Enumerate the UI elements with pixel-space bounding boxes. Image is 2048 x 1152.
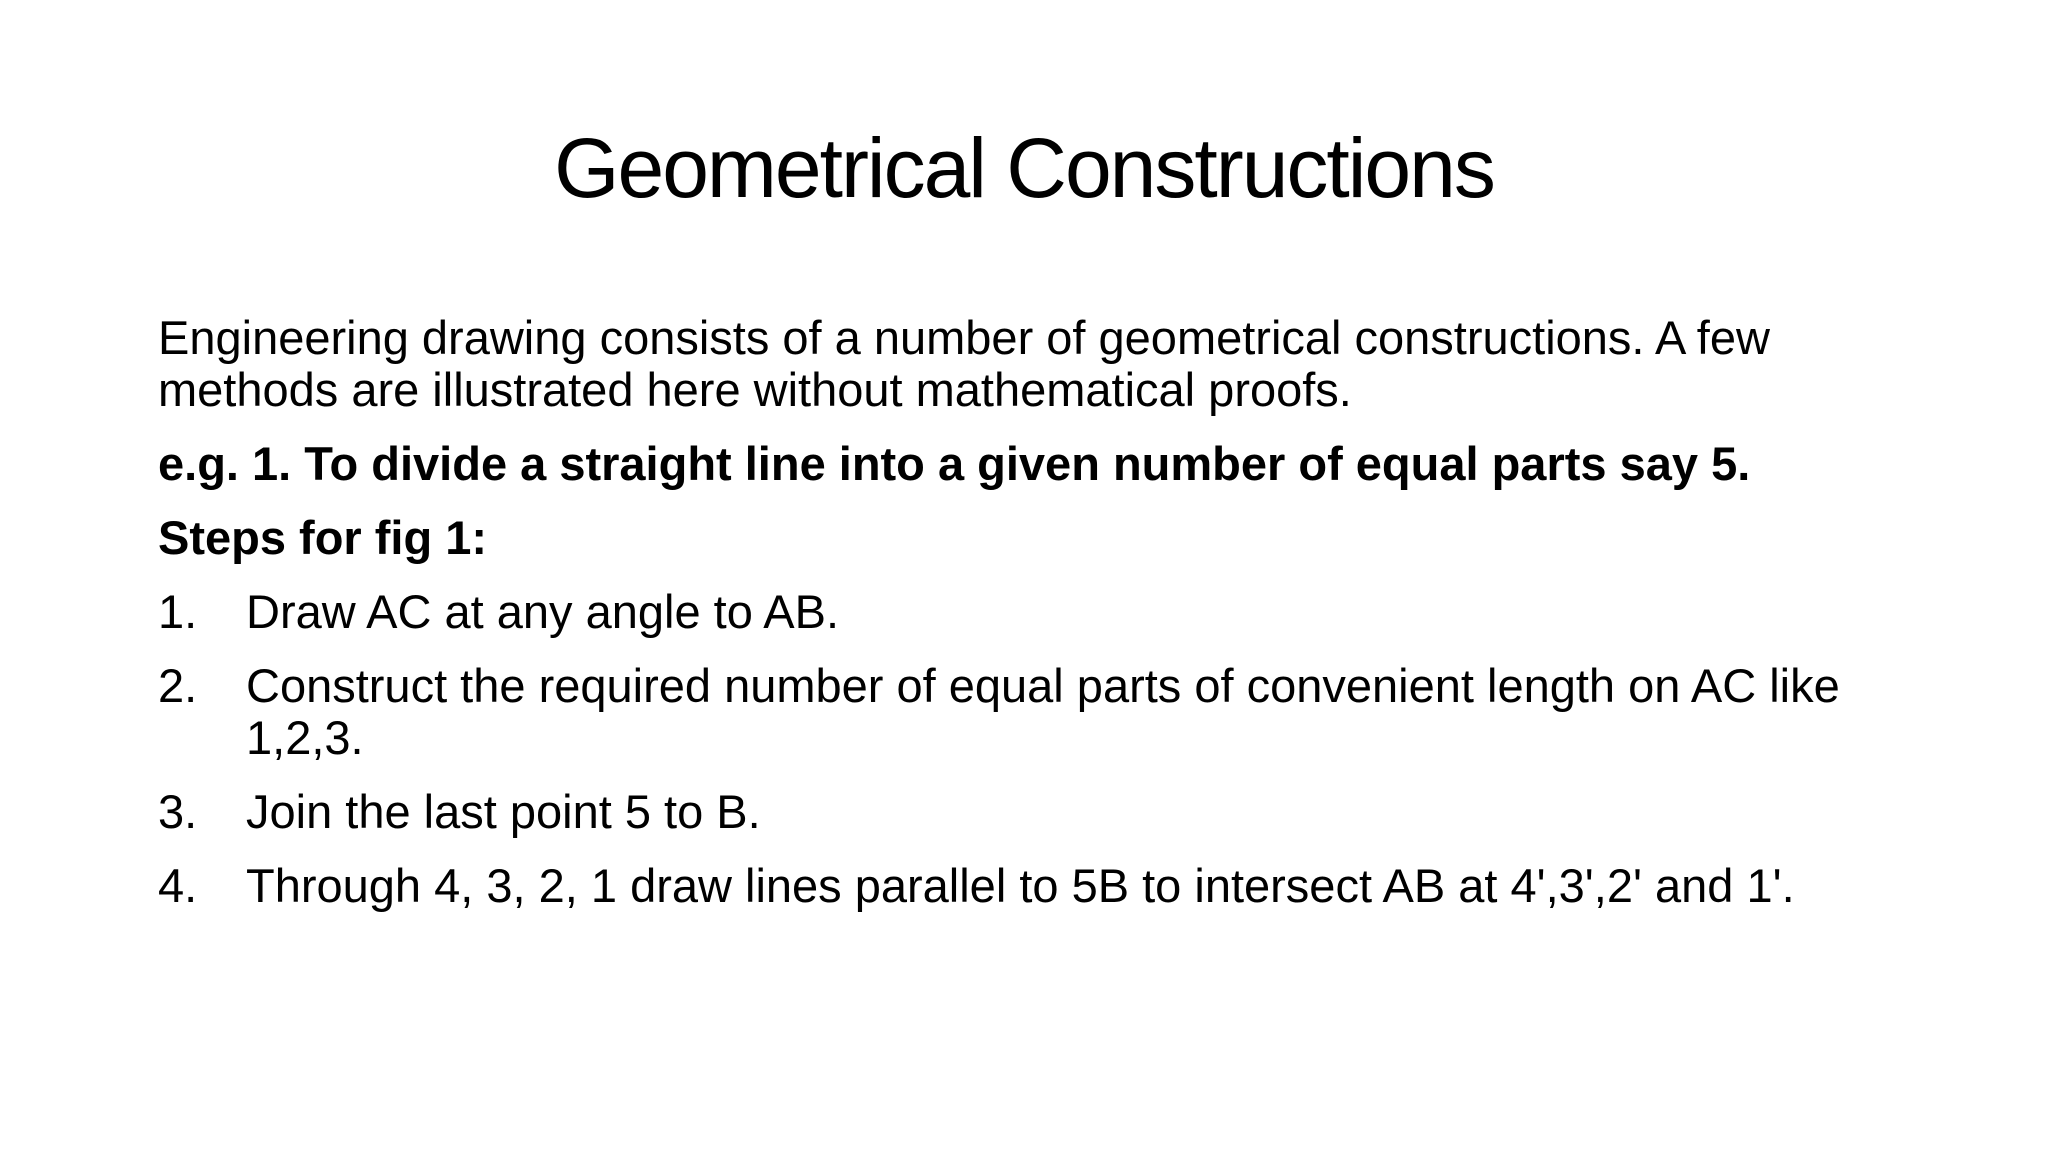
step-item xyxy=(158,660,1918,764)
step-item xyxy=(158,860,1918,912)
slide-title: Geometrical Constructions xyxy=(554,121,1494,215)
step-item xyxy=(158,586,1918,638)
step-text: Construct the required number of equal parts of convenient length on AC like 1,2,3. xyxy=(246,659,1840,764)
step-text: Through 4, 3, 2, 1 draw lines parallel to 5B to intersect AB at 4',3',2' and 1'. xyxy=(246,859,1795,912)
step-text: Draw AC at any angle to AB. xyxy=(246,585,840,638)
step-item xyxy=(158,786,1918,838)
steps-heading: Steps for fig 1: xyxy=(158,511,488,564)
intro-paragraph: Engineering drawing consists of a number of geometrical constructions. A few methods are illustrated here without mathematical proofs. xyxy=(158,311,1770,416)
step-number: 2. xyxy=(158,659,198,712)
steps-list xyxy=(158,586,1918,912)
step-number: 3. xyxy=(158,785,198,838)
step-text: Join the last point 5 to B. xyxy=(246,785,761,838)
step-number: 4. xyxy=(158,859,198,912)
slide-body xyxy=(158,312,1918,912)
step-number: 1. xyxy=(158,585,198,638)
example-heading: e.g. 1. To divide a straight line into a given number of equal parts say 5. xyxy=(158,437,1751,490)
